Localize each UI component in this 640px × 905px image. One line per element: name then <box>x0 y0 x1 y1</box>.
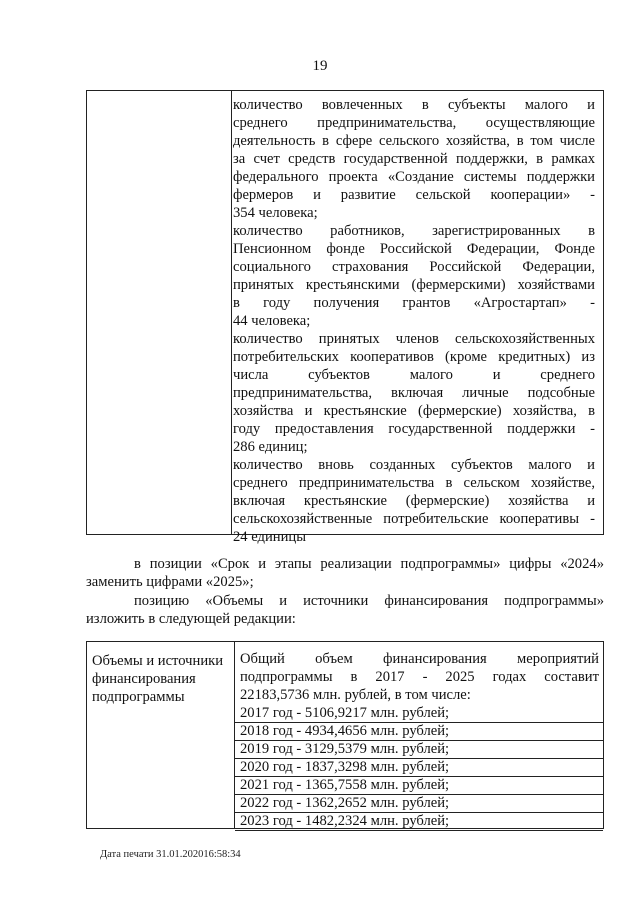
paragraph-line: заменить цифрами «2025»; <box>86 574 254 590</box>
funding-label-cell <box>92 652 232 706</box>
table-row-divider <box>235 812 603 813</box>
funding-label-line: подпрограммы <box>92 689 185 705</box>
indicators-table <box>86 90 604 545</box>
indicator-line: за счет средств государственной поддержки, в рамках <box>233 151 595 167</box>
paragraph-line: изложить в следующей редакции: <box>86 611 296 627</box>
table-column-divider <box>234 642 235 828</box>
funding-line: 22183,5736 млн. рублей, в том числе: <box>240 687 471 703</box>
table-row-divider <box>235 758 603 759</box>
indicator-line: количество вновь созданных субъектов малого и <box>233 457 595 473</box>
funding-label-line: Объемы и источники <box>92 653 224 669</box>
paragraph-funding-intro <box>86 592 604 628</box>
funding-line: 2017 год - 5106,9217 млн. рублей; <box>240 705 450 721</box>
table-row-divider <box>235 830 603 831</box>
indicator-line: 354 человека; <box>233 205 318 221</box>
funding-line: 2022 год - 1362,2652 млн. рублей; <box>240 795 450 811</box>
paragraph-line: в позиции «Срок и этапы реализации подпрограммы» цифры «2024» <box>134 556 604 572</box>
funding-line: 2018 год - 4934,4656 млн. рублей; <box>240 723 450 739</box>
table-row-divider <box>235 740 603 741</box>
indicator-line: 44 человека; <box>233 313 311 329</box>
indicator-line: включая крестьянские (фермерские) хозяйства и <box>233 493 595 509</box>
page-number: 19 <box>312 58 328 74</box>
print-date: Дата печати 31.01.202016:58:34 <box>100 849 241 860</box>
indicator-line: Пенсионном фонде Российской Федерации, Фонде <box>233 241 595 257</box>
indicator-line: социального страхования Российской Федерации, <box>233 259 595 275</box>
funding-line: подпрограммы в 2017 - 2025 годах составит <box>240 669 599 685</box>
indicator-line: хозяйства и крестьянские (фермерские) хозяйства, в <box>233 403 595 419</box>
indicator-line: 24 единицы <box>233 529 306 545</box>
paragraph-line: позицию «Объемы и источники финансирования подпрограммы» <box>134 593 604 609</box>
indicator-line: среднего предпринимательства, осуществляющие <box>233 115 595 131</box>
indicator-line: 286 единиц; <box>233 439 308 455</box>
indicator-line: числа субъектов малого и среднего <box>233 367 595 383</box>
table-column-divider <box>231 91 232 534</box>
funding-line: 2019 год - 3129,5379 млн. рублей; <box>240 741 450 757</box>
funding-line: 2020 год - 1837,3298 млн. рублей; <box>240 759 450 775</box>
indicator-line: федерального проекта «Создание системы поддержки <box>233 169 595 185</box>
table-row-divider <box>235 794 603 795</box>
indicator-line: фермеров и развитие сельской кооперации» - <box>233 187 595 203</box>
funding-line: 2021 год - 1365,7558 млн. рублей; <box>240 777 450 793</box>
indicator-line: количество работников, зарегистрированных в <box>233 223 595 239</box>
indicators-cell <box>233 96 595 546</box>
table-row-divider <box>235 776 603 777</box>
paragraph-term-change <box>86 555 604 591</box>
table-row-divider <box>235 722 603 723</box>
indicator-line: году предоставления государственной поддержки - <box>233 421 595 437</box>
indicator-line: деятельность в сфере сельского хозяйства, в том числе <box>233 133 595 149</box>
indicator-line: среднего предпринимательства в сельском хозяйстве, <box>233 475 595 491</box>
indicator-line: сельскохозяйственные потребительские кооперативы - <box>233 511 595 527</box>
funding-line: Общий объем финансирования мероприятий <box>240 651 599 667</box>
indicator-line: принятых крестьянскими (фермерскими) хозяйствами <box>233 277 595 293</box>
funding-table <box>86 641 604 829</box>
indicator-line: предпринимательства, включая личные подсобные <box>233 385 595 401</box>
indicator-line: потребительских кооперативов (кроме кредитных) из <box>233 349 595 365</box>
funding-label-line: финансирования <box>92 671 196 687</box>
indicator-line: в году получения грантов «Агростартап» - <box>233 295 595 311</box>
indicator-line: количество принятых членов сельскохозяйственных <box>233 331 595 347</box>
indicator-line: количество вовлеченных в субъекты малого и <box>233 97 595 113</box>
funding-line: 2023 год - 1482,2324 млн. рублей; <box>240 813 450 829</box>
